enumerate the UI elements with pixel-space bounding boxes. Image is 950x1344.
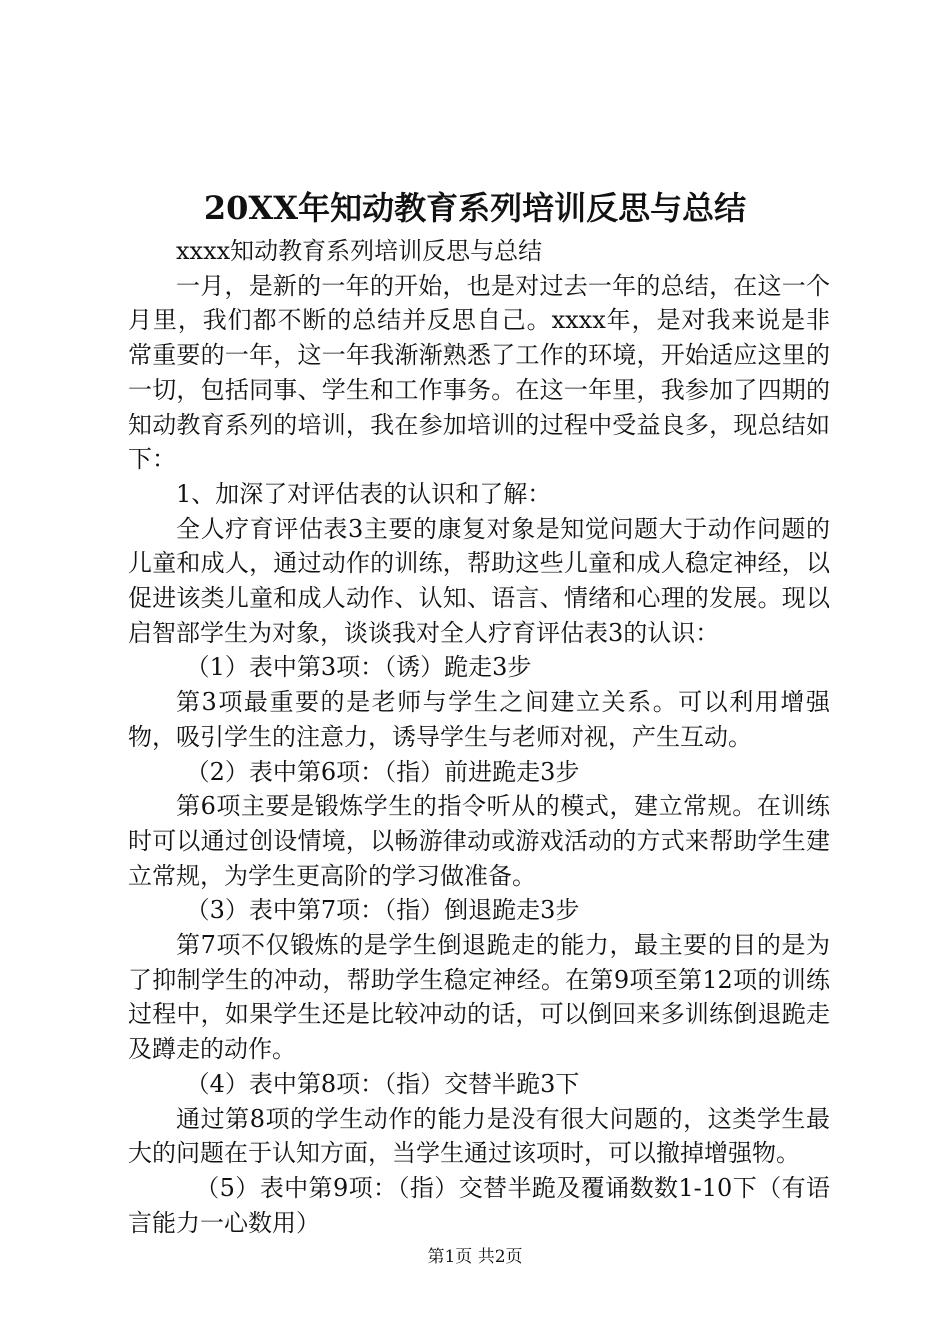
document-body <box>128 234 830 1240</box>
list-item-heading: （3）表中第7项：（指）倒退跪走3步 <box>185 896 580 925</box>
document-title: 20XX年知动教育系列培训反思与总结 <box>203 189 747 227</box>
paragraph: 第3项最重要的是老师与学生之间建立关系。可以利用增强物，吸引学生的注意力，诱导学生与老师对视，产生互动。 <box>128 688 830 751</box>
list-item-heading: （5）表中第9项：（指）交替半跪及覆诵数数1-10下（有语言能力一心数用） <box>128 1173 830 1237</box>
list-item-heading: （4）表中第8项：（指）交替半跪3下 <box>185 1069 580 1098</box>
paragraph: 第7项不仅锻炼的是学生倒退跪走的能力，最主要的目的是为了抑制学生的冲动，帮助学生稳定神经。在第9项至第12项的训练过程中，如果学生还是比较冲动的话，可以倒回来多训练倒退跪走及蹲走的动作。 <box>128 931 830 1064</box>
section-heading: 1、加深了对评估表的认识和了解： <box>176 479 552 508</box>
paragraph: 第6项主要是锻炼学生的指令听从的模式，建立常规。在训练时可以通过创设情境，以畅游律动或游戏活动的方式来帮助学生建立常规，为学生更高阶的学习做准备。 <box>128 792 830 890</box>
paragraph: 一月，是新的一年的开始，也是对过去一年的总结，在这一个月里，我们都不断的总结并反思自己。xxxx年，是对我来说是非常重要的一年，这一年我渐渐熟悉了工作的环境，开始适应这里的一切，包括同事、学生和工作事务。在这一年里，我参加了四期的知动教育系列的培训，我在参加培训的过程中受益良多，现总结如下： <box>128 271 830 474</box>
paragraph: 通过第8项的学生动作的能力是没有很大问题的，这类学生最大的问题在于认知方面，当学生通过该项时，可以撤掉增强物。 <box>128 1104 830 1168</box>
paragraph: xxxx知动教育系列培训反思与总结 <box>176 237 543 265</box>
list-item-heading: （2）表中第6项：（指）前进跪走3步 <box>185 757 580 786</box>
page-footer: 第1页 共2页 <box>427 1247 523 1267</box>
paragraph: 全人疗育评估表3主要的康复对象是知觉问题大于动作问题的儿童和成人，通过动作的训练，帮助这些儿童和成人稳定神经，以促进该类儿童和成人动作、认知、语言、情绪和心理的发展。现以启智部学生为对象，谈谈我对全人疗育评估表3的认识： <box>128 514 830 647</box>
list-item-heading: （1）表中第3项：（诱）跪走3步 <box>185 653 532 682</box>
